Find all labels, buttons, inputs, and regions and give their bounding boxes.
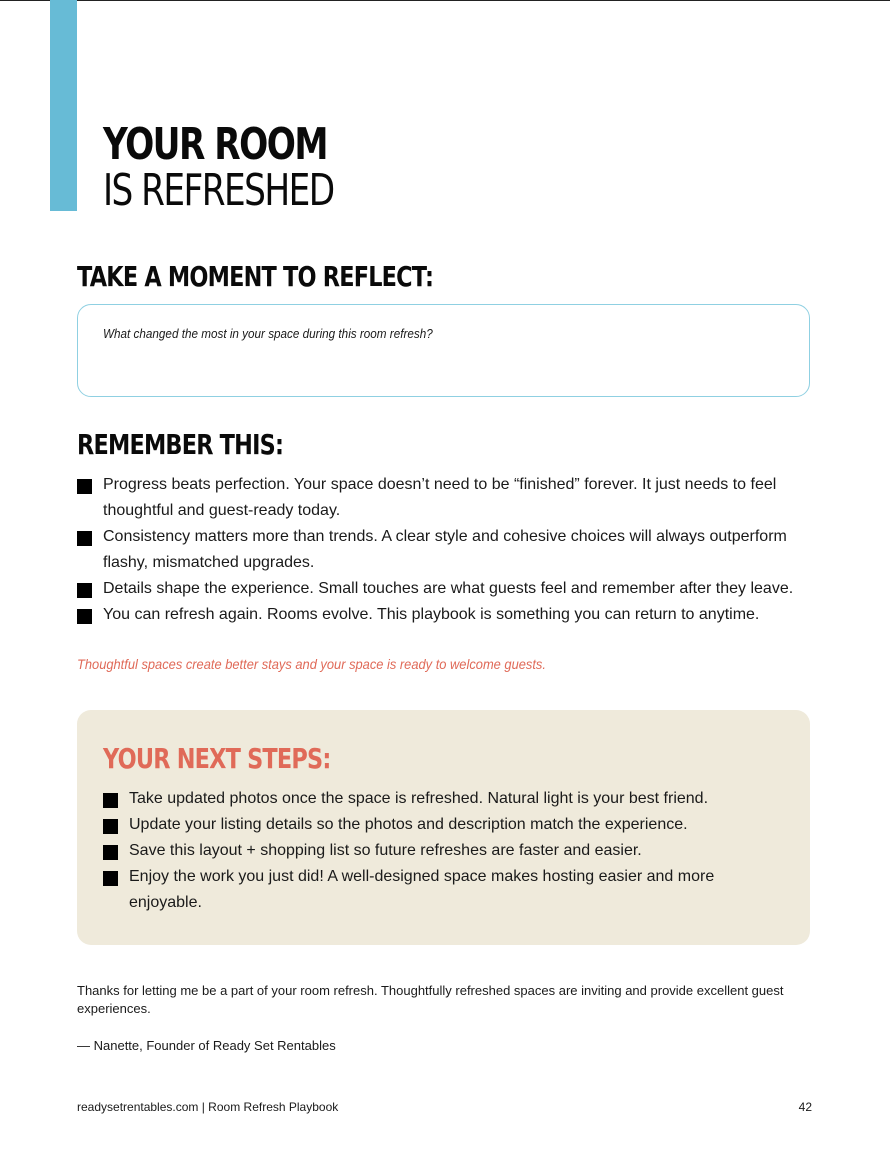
top-rule bbox=[0, 0, 890, 1]
square-bullet-icon bbox=[77, 531, 92, 546]
square-bullet-icon bbox=[77, 479, 92, 494]
remember-item-text: You can refresh again. Rooms evolve. This playbook is something you can return to anytime. bbox=[103, 606, 760, 623]
remember-item-text: Progress beats perfection. Your space doesn’t need to be “finished” forever. It just needs to feel thoughtful and guest-ready today. bbox=[103, 476, 777, 519]
closing-text: Thanks for letting me be a part of your room refresh. Thoughtfully refreshed spaces are inviting and provide excellent guest experiences. bbox=[77, 983, 784, 1016]
remember-item bbox=[77, 472, 797, 524]
square-bullet-icon bbox=[77, 583, 92, 598]
next-step-text: Update your listing details so the photos and description match the experience. bbox=[129, 816, 688, 833]
square-bullet-icon bbox=[103, 793, 118, 808]
page-number: 42 bbox=[798, 1100, 812, 1114]
remember-item bbox=[77, 602, 797, 628]
accent-bar bbox=[50, 0, 77, 211]
title-line-2: IS REFRESHED bbox=[103, 165, 334, 216]
reflection-text-box[interactable] bbox=[77, 304, 810, 397]
footer-site-title: readysetrentables.com | Room Refresh Playbook bbox=[77, 1100, 339, 1114]
remember-item-text: Details shape the experience. Small touches are what guests feel and remember after they leave. bbox=[103, 580, 794, 597]
remember-list bbox=[77, 472, 797, 628]
square-bullet-icon bbox=[103, 845, 118, 860]
square-bullet-icon bbox=[77, 609, 92, 624]
page-title bbox=[103, 119, 399, 216]
next-step-item bbox=[103, 812, 723, 838]
next-step-item bbox=[103, 864, 723, 916]
next-step-text: Take updated photos once the space is refreshed. Natural light is your best friend. bbox=[129, 790, 709, 807]
remember-item bbox=[77, 576, 797, 602]
remember-heading: REMEMBER THIS: bbox=[77, 428, 284, 461]
next-steps-list bbox=[103, 786, 723, 916]
reflect-heading: TAKE A MOMENT TO REFLECT: bbox=[77, 260, 434, 293]
tagline: Thoughtful spaces create better stays and your space is ready to welcome guests. bbox=[77, 656, 546, 672]
next-steps-panel bbox=[77, 710, 810, 945]
next-step-item bbox=[103, 838, 723, 864]
next-step-item bbox=[103, 786, 723, 812]
title-line-1: YOUR ROOM bbox=[103, 119, 327, 170]
next-step-text: Enjoy the work you just did! A well-designed space makes hosting easier and more enjoyable. bbox=[129, 868, 715, 911]
next-steps-heading: YOUR NEXT STEPS: bbox=[103, 742, 331, 775]
signature: — Nanette, Founder of Ready Set Rentables bbox=[77, 1038, 336, 1053]
remember-item bbox=[77, 524, 797, 576]
square-bullet-icon bbox=[103, 819, 118, 834]
reflection-prompt: What changed the most in your space during this room refresh? bbox=[103, 326, 433, 341]
next-step-text: Save this layout + shopping list so future refreshes are faster and easier. bbox=[129, 842, 642, 859]
square-bullet-icon bbox=[103, 871, 118, 886]
remember-item-text: Consistency matters more than trends. A clear style and cohesive choices will always outperform flashy, mismatched upgrades. bbox=[103, 528, 787, 571]
